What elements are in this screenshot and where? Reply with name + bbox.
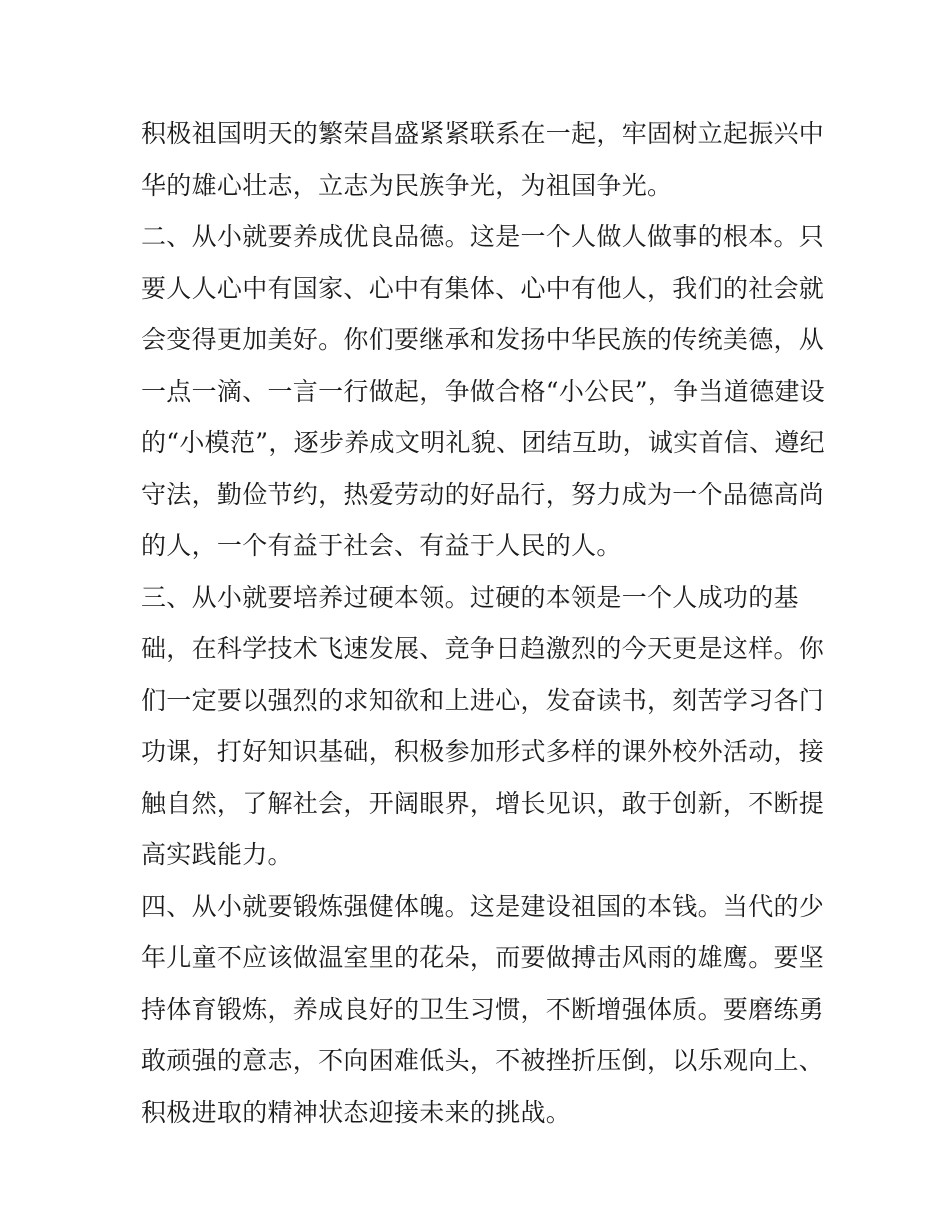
text-line: 二、从小就要养成优良品德。这是一个人做人做事的根本。只 [141,222,825,251]
text-line: 的人，一个有益于社会、有益于人民的人。 [141,531,622,560]
text-line: 会变得更加美好。你们要继承和发扬中华民族的传统美德，从 [141,325,825,354]
text-line: 四、从小就要锻炼强健体魄。这是建设祖国的本钱。当代的少 [141,891,825,921]
text-line: 积极祖国明天的繁荣昌盛紧紧联系在一起，牢固树立起振兴中 [141,119,825,148]
text-line: 高实践能力。 [141,840,293,869]
text-line: 触自然，了解社会，开阔眼界，增长见识，敢于创新，不断提 [141,788,825,818]
text-line: 三、从小就要培养过硬本领。过硬的本领是一个人成功的基 [141,582,799,612]
text-line: 的“小模范”，逐步养成文明礼貌、团结互助，诚实首信、遵纪 [141,428,825,457]
text-line: 年儿童不应该做温室里的花朵，而要做搏击风雨的雄鹰。要坚 [141,943,825,972]
text-line: 持体育锻炼，养成良好的卫生习惯，不断增强体质。要磨练勇 [141,994,825,1024]
text-line: 华的雄心壮志，立志为民族争光，为祖国争光。 [141,170,673,200]
text-line: 础，在科学技术飞速发展、竞争日趋激烈的今天更是这样。你 [141,634,825,663]
text-line: 一点一滴、一言一行做起，争做合格“小公民”，争当道德建设 [141,376,825,406]
text-line: 积极进取的精神状态迎接未来的挑战。 [141,1097,572,1127]
text-line: 敢顽强的意志，不向困难低头，不被挫折压倒，以乐观向上、 [141,1046,825,1075]
text-line: 要人人心中有国家、心中有集体、心中有他人，我们的社会就 [141,273,825,303]
document-body [141,108,825,1138]
text-line: 们一定要以强烈的求知欲和上进心，发奋读书，刻苦学习各门 [141,685,825,715]
text-line: 功课，打好知识基础，积极参加形式多样的课外校外活动，接 [141,737,825,766]
text-line: 守法，勤俭节约，热爱劳动的好品行，努力成为一个品德高尚 [141,479,825,509]
